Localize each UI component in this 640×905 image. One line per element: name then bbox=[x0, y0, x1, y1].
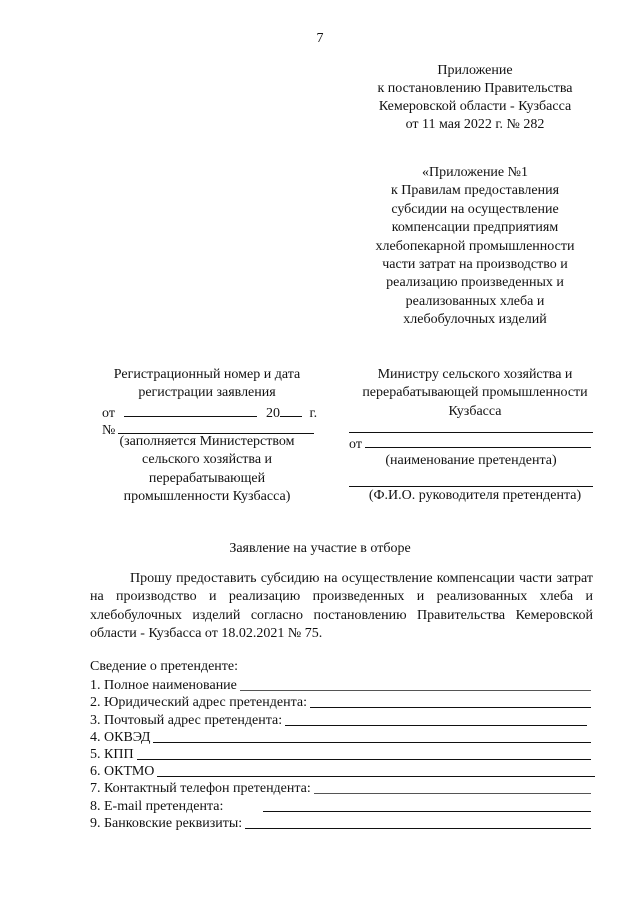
approval-block bbox=[350, 62, 600, 134]
year-label: 20 bbox=[266, 406, 280, 421]
registration-note bbox=[88, 433, 326, 507]
phone-field[interactable] bbox=[314, 792, 591, 794]
from-label: от bbox=[102, 406, 115, 421]
field-label: 4. ОКВЭД bbox=[90, 729, 151, 745]
applicant-caption: (наименование претендента) bbox=[385, 453, 557, 468]
registration-title-line: Регистрационный номер и дата bbox=[113, 367, 301, 382]
full-name-field[interactable] bbox=[240, 689, 591, 691]
page-number: 7 bbox=[316, 31, 324, 46]
applicant-from-label: от bbox=[349, 437, 362, 452]
appendix-line: реализованных хлеба и bbox=[405, 293, 545, 309]
field-row-kpp bbox=[90, 746, 595, 763]
approval-line: Кемеровской области - Кузбасса bbox=[378, 99, 572, 114]
recipient-blank-line[interactable] bbox=[349, 432, 593, 433]
field-row-postal-address bbox=[90, 711, 595, 728]
field-row-bank bbox=[90, 815, 595, 832]
applicant-from-row bbox=[349, 434, 593, 454]
field-row-legal-address bbox=[90, 694, 595, 711]
recipient-line: Кузбасса bbox=[448, 403, 502, 419]
field-row-oktmo bbox=[90, 763, 595, 780]
document-title: Заявление на участие в отборе bbox=[229, 541, 411, 556]
appendix-line: к Правилам предоставления bbox=[390, 183, 560, 199]
field-label: 5. КПП bbox=[90, 746, 134, 762]
field-label: 6. ОКТМО bbox=[90, 764, 155, 780]
appendix-line: хлебобулочных изделий bbox=[403, 312, 547, 328]
approval-line: к постановлению Правительства bbox=[377, 81, 573, 96]
postal-address-field[interactable] bbox=[285, 724, 587, 726]
field-label: 3. Почтовый адрес претендента: bbox=[90, 712, 283, 728]
registration-note-line: промышленности Кузбасса) bbox=[123, 489, 291, 505]
registration-note-line: сельского хозяйства и bbox=[141, 452, 273, 468]
appendix-line: хлебопекарной промышленности bbox=[375, 238, 575, 254]
approval-line: Приложение bbox=[437, 63, 513, 78]
approval-line: от 11 мая 2022 г. № 282 bbox=[405, 117, 545, 132]
bank-details-field[interactable] bbox=[245, 827, 591, 829]
email-field[interactable] bbox=[263, 810, 591, 812]
field-label: 8. E-mail претендента: bbox=[90, 798, 224, 814]
field-row-okved bbox=[90, 729, 595, 746]
field-label: 2. Юридический адрес претендента: bbox=[90, 695, 307, 711]
okved-field[interactable] bbox=[153, 741, 591, 743]
field-label: 1. Полное наименование bbox=[90, 678, 237, 694]
field-label: 9. Банковские реквизиты: bbox=[90, 815, 243, 831]
registration-title-line: регистрации заявления bbox=[138, 385, 276, 401]
registration-number-field[interactable] bbox=[118, 420, 314, 434]
field-row-email bbox=[90, 797, 595, 814]
field-label: 7. Контактный телефон претендента: bbox=[90, 781, 311, 797]
appendix-line: субсидии на осуществление bbox=[391, 201, 559, 217]
head-caption: (Ф.И.О. руководителя претендента) bbox=[368, 488, 582, 503]
applicant-info-heading: Сведение о претенденте: bbox=[90, 659, 239, 674]
registration-date-field[interactable] bbox=[124, 403, 257, 417]
appendix-block bbox=[350, 164, 600, 330]
registration-title bbox=[88, 366, 326, 403]
oktmo-field[interactable] bbox=[157, 775, 595, 777]
recipient-line: Министру сельского хозяйства и bbox=[377, 367, 573, 382]
year-suffix: г. bbox=[309, 406, 318, 421]
legal-address-field[interactable] bbox=[310, 706, 591, 708]
appendix-line: «Приложение №1 bbox=[422, 165, 528, 180]
registration-note-line: (заполняется Министерством bbox=[119, 434, 295, 449]
recipient-line: перерабатывающей промышленности bbox=[362, 385, 588, 401]
year-field[interactable] bbox=[280, 403, 302, 417]
number-label: № bbox=[102, 423, 116, 438]
field-row-phone bbox=[90, 780, 595, 797]
field-row-full-name bbox=[90, 677, 595, 694]
recipient-block bbox=[349, 366, 601, 421]
appendix-line: компенсации предприятиям bbox=[391, 220, 559, 236]
kpp-field[interactable] bbox=[137, 758, 591, 760]
request-paragraph: Прошу предоставить субсидию на осуществление компенсации части затрат на производство и реализацию произведенных и реализованных хлеба и хлебобулочных изделий согласно постановлению Правительства Кемеровской области - Кузбасса от 18.02.2021 № 75. bbox=[90, 571, 593, 642]
appendix-line: части затрат на производство и bbox=[382, 257, 568, 273]
registration-note-line: перерабатывающей bbox=[148, 470, 266, 486]
appendix-line: реализацию произведенных и bbox=[386, 275, 564, 291]
applicant-fields bbox=[90, 677, 595, 832]
applicant-name-field[interactable] bbox=[365, 434, 591, 448]
